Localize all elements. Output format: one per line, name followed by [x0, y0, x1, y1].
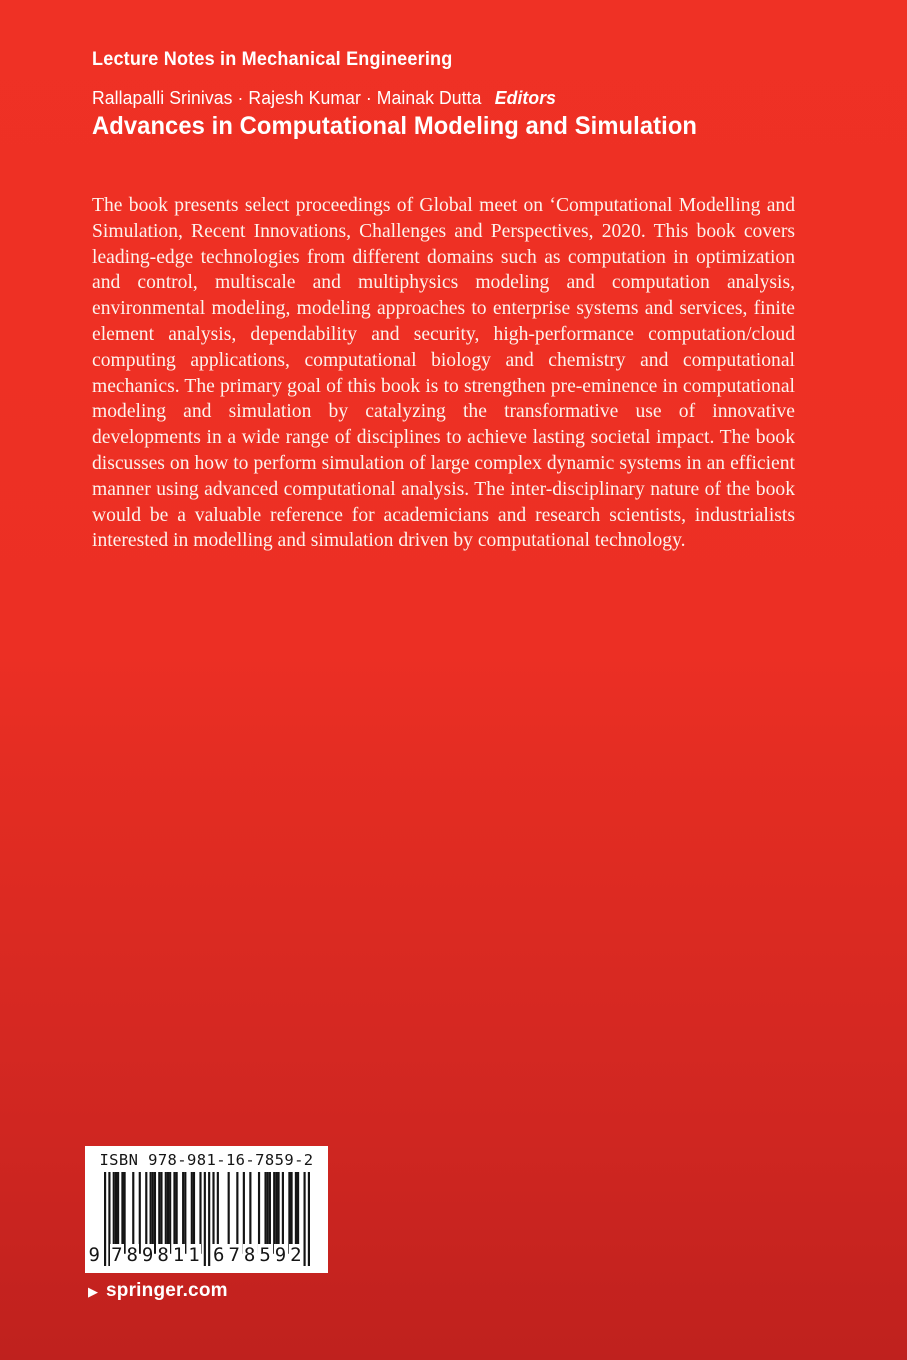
editors-label: Editors — [494, 87, 557, 108]
barcode-digit: 9 — [274, 1244, 287, 1266]
series-title: Lecture Notes in Mechanical Engineering — [92, 49, 453, 70]
barcode-digit: 2 — [290, 1244, 302, 1266]
play-arrow-icon: ▶ — [88, 1283, 98, 1299]
barcode-digit-group — [110, 1243, 201, 1266]
barcode-digit: 9 — [141, 1244, 154, 1266]
isbn-text: ISBN 978-981-16-7859-2 — [99, 1151, 314, 1169]
barcode-digit: 5 — [259, 1244, 271, 1266]
editors-line — [92, 87, 556, 109]
footer — [88, 1280, 228, 1302]
book-description: The book presents select proceedings of Global meet on ‘Computational Modelling and Simulation, Recent Innovations, Challenges and Perspectives, 2020. This book covers leading-edge technologies from different domains such as computation in optimization and control, multiscale and multiphysics modeling and computation analysis, environmental modeling, modeling approaches to enterprise systems and services, finite element analysis, dependability and security, high-performance computation/cloud computing applications, computational biology and chemistry and computational mechanics. The primary goal of this book is to strengthen pre-eminence in computational modeling and simulation by catalyzing the transformative use of innovative developments in a wide range of disciplines to achieve lasting societal impact. The book discusses on how to perform simulation of large complex dynamic systems in an efficient manner using advanced computational analysis. The inter-disciplinary nature of the book would be a valuable reference for academicians and research scientists, industrialists interested in modelling and simulation driven by computational technology. — [92, 195, 795, 552]
barcode-digit: 7 — [228, 1244, 240, 1266]
barcode-digit: 9 — [88, 1244, 100, 1266]
barcode-digit-group — [88, 1243, 101, 1266]
editors-names: Rallapalli Srinivas · Rajesh Kumar · Mainak Dutta — [92, 87, 482, 108]
barcode-digit: 1 — [188, 1244, 200, 1266]
book-title: Advances in Computational Modeling and Simulation — [92, 112, 698, 140]
barcode-digit: 8 — [243, 1244, 256, 1266]
barcode-digit: 6 — [213, 1244, 225, 1266]
barcode-digit: 7 — [111, 1244, 123, 1266]
barcode-digit: 8 — [126, 1244, 138, 1266]
barcode-digit: 8 — [157, 1244, 169, 1266]
barcode-digit-group — [212, 1243, 303, 1266]
ean13-barcode — [88, 1172, 310, 1266]
isbn-barcode-panel — [85, 1146, 328, 1273]
barcode-digit: 1 — [172, 1244, 185, 1266]
springer-url: springer.com — [106, 1280, 228, 1301]
